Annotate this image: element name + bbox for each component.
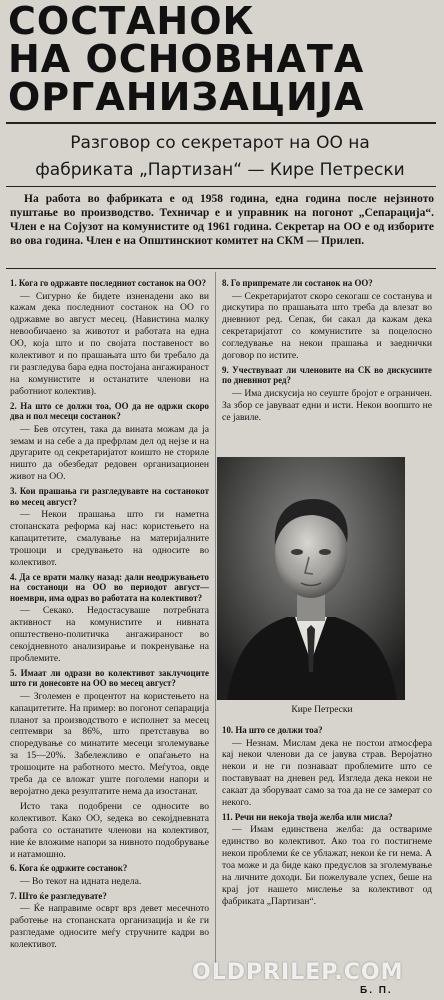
answer: — Сигурно ќе бидете изненадени ако ви кажам дека последниот состанок на ОО го одржавме во август месец. (Навистина малку невообичаено за животот и работата на една ОО, која што и по својата поставеност во колективот и по прашањата што би требало да ги разгледува бара една постојана ангажираност на комунистите и останатите членови на работниот колектив).: [10, 290, 209, 397]
intro-paragraph: На работа во фабриката е од 1958 година, една година после нејзиното пуштање во производство. Техничар е и управник на погонот „Сепарација“. Член е на Сојузот на комунистите од 1961 година. Секретар на ОО е од изборите во ова година. Член е на Општинскиот комитет на СКМ — Прилеп.: [10, 193, 434, 247]
question: 6. Кога ќе одржите состанок?: [10, 863, 128, 874]
qa-item: [10, 486, 209, 569]
qa-item: [10, 572, 209, 665]
subtitle-line-1: Разговор со секретарот на ОО на: [70, 133, 370, 153]
qa-item: [222, 812, 432, 908]
qa-item: [10, 401, 209, 484]
headline-line-2: НА ОСНОВНАТА: [8, 37, 365, 81]
portrait-image: [217, 457, 405, 700]
right-column-top: [222, 276, 432, 427]
answer: — Ќе направиме осврт врз девет месечното работење на стопанската организација и ќе ги разгледаме односите меѓу стручните кадри во колективот.: [10, 903, 209, 951]
qa-item: [10, 801, 209, 861]
question: 4. Да се врати малку назад: дали неодржувањето на состаноци на ОО во периодот август—ноември, има одраз во работата на колективот?: [10, 571, 209, 603]
answer: — Незнам. Мислам дека не постои атмосфера кај некои членови да се јавува страв. Веројатно некои и не ги познаваат проблемите што се поставуваат на дневен ред. Изгледа дека некои не сакаат да зборуваат само за тоа да не се замерат со некого.: [222, 737, 432, 809]
watermark: OLDPRILEP.COM: [192, 960, 404, 985]
answer: — Секретаријатот скоро секогаш се состанува и дискутира по прашањата што треба да влезат во дневниот ред. Сепак, би сакал да кажам дека секретаријатот со комунистите за поцелосно согледување на некои прашања и заеднички договор по истите.: [222, 290, 432, 362]
qa-item: [10, 278, 209, 398]
qa-item: [10, 891, 209, 951]
question: 9. Учествуваат ли членовите на СК во дискусиите по дневниот ред?: [222, 364, 432, 386]
qa-item: [222, 365, 432, 424]
divider-rule: [6, 268, 436, 269]
divider-rule: [6, 122, 436, 124]
answer: — Имам единствена желба: да оствариме единство во колективот. Ако тоа го постигнеме некои проблеми ќе се ублажат, некои ќе ги нема. А тоа може и да биде како предуслов за зголемување на личните доходи. Би пожелувале успех, беше на крај јот нашето мислење за колективот од фабриката „Партизан“.: [222, 824, 432, 907]
answer: — Има дискусија но сеуште бројот е ограничен. За збор се јавуваат едни и исти. Некои воопшто не се јавиле.: [222, 387, 432, 423]
qa-item: [222, 278, 432, 362]
answer: — Секако. Недостасуваше потребната активност на комунистите и нивната општествено-политичка ангажираност во секојдневното анализирање и покренување на проблемите.: [10, 605, 209, 664]
question: 8. Го припремате ли состанок на ОО?: [222, 278, 373, 288]
headline: [8, 0, 428, 119]
question: 10. На што се должи тоа?: [222, 725, 323, 735]
right-column-bottom: [222, 723, 432, 911]
qa-item: [10, 668, 209, 798]
headline-line-1: СОСТАНОК: [8, 0, 255, 43]
subtitle: [20, 130, 420, 184]
answer: — Бев отсутен, така да вината можам да ја земам и на себе а да префрлам дел од нејзе и на другарите од секретаријатот коишто не сториле ништо да обезбедат редовен организационен живот на ОО.: [10, 423, 209, 483]
question: 2. На што се должи тоа, ОО да не одржи скоро два и пол месеци состанок?: [10, 400, 209, 422]
qa-item: [222, 725, 432, 809]
qa-item: [10, 863, 209, 887]
question: 7. Што ќе разгледувате?: [10, 890, 107, 901]
photo-caption: Кире Петрески: [291, 705, 353, 715]
author-signature: Б. П.: [360, 985, 393, 996]
left-column: [10, 276, 209, 954]
answer: — Во текот на идната недела.: [20, 875, 142, 887]
subtitle-line-2: фабриката „Партизан“ — Кире Петрески: [35, 160, 405, 180]
question: 5. Имаат ли одрази во колективот заклучоците што ги донесовте на ОО во месец август?: [10, 667, 209, 689]
answer: Исто така подобрени се односите во колективот. Како ОО, seдека во секојдневната работа со останатите членови на колективот, ние ќе вложиме напори за нивното подобрување и натамошно.: [10, 800, 209, 860]
divider-rule: [6, 186, 436, 187]
question: 11. Речи ни некоја твоја желба или мисла?: [222, 811, 393, 822]
question: 3. Кои прашања ги разгледувавте на состанокот во месец август?: [10, 486, 209, 507]
headline-line-3: ОРГАНИЗАЦИЈА: [8, 75, 365, 119]
portrait-photo: [217, 457, 405, 700]
column-divider: [215, 272, 216, 977]
answer: — Зголемен е процентот на користењето на капацитетите. На пример: во погонот сепарација планот за производството е исполнет за месец септември за 86%, што претставува во споредување со минатите месеци зголемување за 15—20%. Забележливо е опаѓањето на трошоците на работното место. Меѓутоа, овде треба да се вложат уште поголеми напори и веројатно дека резултатите нема да изостанат.: [10, 690, 209, 797]
question: 1. Кога го одржавте последниот состанок на ОО?: [10, 278, 207, 288]
answer: — Некои прашања што ги наметна стопанската реформа кај нас: користењето на капацитетите, смалување на материјалните трошоци и средувањето на односите во колективот.: [10, 509, 209, 568]
